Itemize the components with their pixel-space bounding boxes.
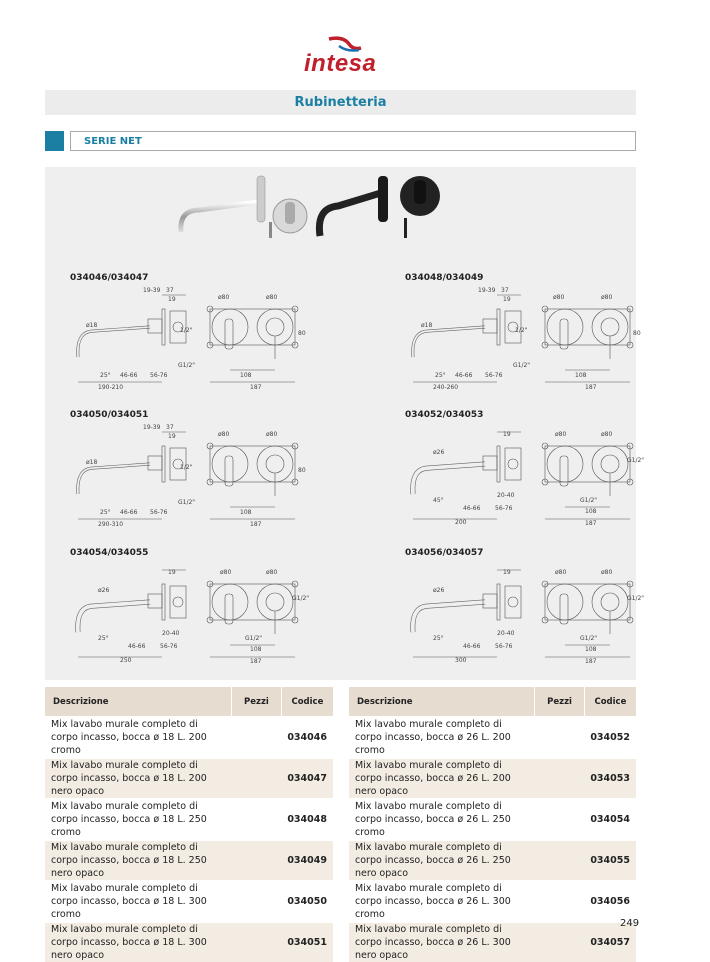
dimension-label-p1: ø80: [555, 431, 567, 438]
col-pezzi: Pezzi: [232, 687, 282, 717]
dimension-label-len: 290-310: [98, 521, 124, 528]
dimension-label-t3: 19: [168, 433, 176, 440]
row-description: Mix lavabo murale completo di corpo incasso, bocca ø 18 L. 200 nero opaco: [45, 758, 232, 799]
dimension-label-d2: 56-76: [150, 509, 168, 516]
dimension-label-g: G1/2": [178, 499, 196, 506]
dimension-label-e: 20-40: [162, 630, 180, 637]
dimension-label-conn: 1/2": [515, 327, 528, 334]
dimension-label-p1: ø80: [555, 569, 567, 576]
dimension-label-ang: 25°: [100, 509, 111, 516]
table-row: [45, 799, 333, 840]
row-description: Mix lavabo murale completo di corpo incasso, bocca ø 26 L. 300 cromo: [349, 881, 535, 922]
row-description: Mix lavabo murale completo di corpo incasso, bocca ø 18 L. 250 cromo: [45, 799, 232, 840]
page-number: 249: [620, 918, 640, 929]
table-row: [349, 799, 636, 840]
table-row: [45, 881, 333, 922]
table-row: [45, 922, 333, 962]
dimension-label-dia: ø18: [421, 322, 433, 329]
dimension-label-len: 250: [120, 657, 132, 664]
dimension-label-d2: 56-76: [495, 643, 513, 650]
technical-drawing: [70, 424, 310, 529]
dimension-label-g: G1/2": [513, 362, 531, 369]
dimension-label-w2: 187: [250, 384, 262, 391]
dimension-label-ang: 45°: [433, 497, 444, 504]
row-pezzi: [232, 922, 282, 962]
dimension-label-t3: 19: [168, 569, 176, 576]
row-description: Mix lavabo murale completo di corpo incasso, bocca ø 18 L. 300 nero opaco: [45, 922, 232, 962]
dimension-label-ang: 25°: [98, 635, 109, 642]
drawing-title: 034046/034047: [70, 273, 149, 283]
row-pezzi: [232, 799, 282, 840]
row-description: Mix lavabo murale completo di corpo incasso, bocca ø 26 L. 250 nero opaco: [349, 840, 535, 881]
table-row: [349, 717, 636, 758]
dimension-label-d1: 46-66: [120, 509, 138, 516]
dimension-label-p2: ø80: [266, 294, 278, 301]
dimension-label-w2: 187: [250, 658, 262, 665]
dimension-label-h: 80: [298, 467, 306, 474]
dimension-label-p2: ø80: [266, 431, 278, 438]
drawing-title: 034048/034049: [405, 273, 484, 283]
product-table-right: [349, 687, 636, 962]
technical-drawing: [70, 287, 310, 392]
dimension-label-t2: 37: [501, 287, 509, 294]
dimension-label-t3: 19: [503, 296, 511, 303]
dimension-label-len: 190-210: [98, 384, 124, 391]
table-row: [349, 840, 636, 881]
row-code: 034047: [281, 758, 333, 799]
col-descrizione: Descrizione: [349, 687, 535, 717]
dimension-label-t2: 37: [166, 424, 174, 431]
row-code: 034048: [281, 799, 333, 840]
series-title: SERIE NET: [70, 131, 636, 151]
dimension-label-w1: 108: [585, 646, 597, 653]
row-description: Mix lavabo murale completo di corpo incasso, bocca ø 26 L. 200 nero opaco: [349, 758, 535, 799]
dimension-label-t1: 19-39: [143, 287, 161, 294]
drawing-title: 034054/034055: [70, 548, 149, 558]
dimension-label-p1: ø80: [218, 294, 230, 301]
row-code: 034057: [584, 922, 636, 962]
dimension-label-d1: 46-66: [463, 505, 481, 512]
product-photo-black: [312, 170, 442, 240]
dimension-label-d2: 56-76: [495, 505, 513, 512]
row-description: Mix lavabo murale completo di corpo incasso, bocca ø 26 L. 250 cromo: [349, 799, 535, 840]
table-row: [349, 758, 636, 799]
dimension-label-p2: ø80: [601, 294, 613, 301]
dimension-label-ang: 25°: [100, 372, 111, 379]
dimension-label-t3: 19: [503, 569, 511, 576]
row-description: Mix lavabo murale completo di corpo incasso, bocca ø 18 L. 250 nero opaco: [45, 840, 232, 881]
technical-drawing: [405, 287, 645, 392]
dimension-label-g: G1/2": [178, 362, 196, 369]
dimension-label-p1: ø80: [220, 569, 232, 576]
row-description: Mix lavabo murale completo di corpo incasso, bocca ø 18 L. 300 cromo: [45, 881, 232, 922]
table-row: [45, 840, 333, 881]
row-code: 034051: [281, 922, 333, 962]
product-photo-chrome: [175, 172, 310, 240]
dimension-label-ang: 25°: [433, 635, 444, 642]
dimension-label-conn: G1/2": [627, 457, 645, 464]
dimension-label-ang: 25°: [435, 372, 446, 379]
dimension-label-w2: 187: [585, 384, 597, 391]
drawing-title: 034052/034053: [405, 410, 484, 420]
dimension-label-dia: ø26: [98, 587, 110, 594]
dimension-label-h: 80: [298, 330, 306, 337]
logo-text: intesa: [304, 50, 377, 77]
dimension-label-p1: ø80: [218, 431, 230, 438]
brand-logo: [300, 36, 390, 80]
dimension-label-conn: 1/2": [180, 327, 193, 334]
row-pezzi: [535, 840, 585, 881]
dimension-label-d2: 56-76: [160, 643, 178, 650]
row-code: 034050: [281, 881, 333, 922]
dimension-label-len: 200: [455, 519, 467, 526]
technical-drawing: [405, 562, 645, 667]
dimension-label-w1: 108: [575, 372, 587, 379]
dimension-label-w1: 108: [250, 646, 262, 653]
dimension-label-g: G1/2": [580, 635, 598, 642]
row-pezzi: [232, 717, 282, 758]
table-row: [45, 758, 333, 799]
table-row: [349, 881, 636, 922]
row-code: 034055: [584, 840, 636, 881]
dimension-label-t3: 19: [168, 296, 176, 303]
dimension-label-w2: 187: [585, 520, 597, 527]
series-marker: [45, 131, 64, 151]
dimension-label-w1: 108: [240, 372, 252, 379]
row-pezzi: [232, 881, 282, 922]
dimension-label-g: G1/2": [580, 497, 598, 504]
col-codice: Codice: [281, 687, 333, 717]
dimension-label-t1: 19-39: [478, 287, 496, 294]
row-description: Mix lavabo murale completo di corpo incasso, bocca ø 18 L. 200 cromo: [45, 717, 232, 758]
dimension-label-dia: ø26: [433, 449, 445, 456]
row-code: 034049: [281, 840, 333, 881]
dimension-label-conn: 1/2": [180, 464, 193, 471]
dimension-label-e: 20-40: [497, 630, 515, 637]
dimension-label-d1: 46-66: [463, 643, 481, 650]
drawing-title: 034056/034057: [405, 548, 484, 558]
dimension-label-t2: 37: [166, 287, 174, 294]
dimension-label-w2: 187: [250, 521, 262, 528]
col-pezzi: Pezzi: [535, 687, 585, 717]
row-code: 034046: [281, 717, 333, 758]
dimension-label-e: 20-40: [497, 492, 515, 499]
dimension-label-len: 240-260: [433, 384, 459, 391]
row-pezzi: [535, 799, 585, 840]
dimension-label-d1: 46-66: [128, 643, 146, 650]
drawing-title: 034050/034051: [70, 410, 149, 420]
row-pezzi: [232, 840, 282, 881]
dimension-label-conn: G1/2": [292, 595, 310, 602]
table-row: [45, 717, 333, 758]
dimension-label-p1: ø80: [553, 294, 565, 301]
dimension-label-p2: ø80: [266, 569, 278, 576]
dimension-label-w1: 108: [240, 509, 252, 516]
row-pezzi: [535, 922, 585, 962]
table-row: [349, 922, 636, 962]
dimension-label-d2: 56-76: [485, 372, 503, 379]
dimension-label-len: 300: [455, 657, 467, 664]
row-description: Mix lavabo murale completo di corpo incasso, bocca ø 26 L. 300 nero opaco: [349, 922, 535, 962]
row-pezzi: [535, 717, 585, 758]
dimension-label-dia: ø18: [86, 459, 98, 466]
row-description: Mix lavabo murale completo di corpo incasso, bocca ø 26 L. 200 cromo: [349, 717, 535, 758]
row-code: 034056: [584, 881, 636, 922]
dimension-label-w2: 187: [585, 658, 597, 665]
dimension-label-p2: ø80: [601, 569, 613, 576]
row-code: 034054: [584, 799, 636, 840]
row-pezzi: [232, 758, 282, 799]
dimension-label-g: G1/2": [245, 635, 263, 642]
col-codice: Codice: [584, 687, 636, 717]
dimension-label-t1: 19-39: [143, 424, 161, 431]
category-title: Rubinetteria: [45, 90, 636, 115]
dimension-label-h: 80: [633, 330, 641, 337]
row-code: 034052: [584, 717, 636, 758]
dimension-label-d1: 46-66: [120, 372, 138, 379]
technical-drawing: [70, 562, 310, 667]
dimension-label-t3: 19: [503, 431, 511, 438]
row-code: 034053: [584, 758, 636, 799]
row-pezzi: [535, 758, 585, 799]
dimension-label-d2: 56-76: [150, 372, 168, 379]
row-pezzi: [535, 881, 585, 922]
dimension-label-d1: 46-66: [455, 372, 473, 379]
dimension-label-dia: ø26: [433, 587, 445, 594]
dimension-label-w1: 108: [585, 508, 597, 515]
dimension-label-dia: ø18: [86, 322, 98, 329]
dimension-label-conn: G1/2": [627, 595, 645, 602]
product-table-left: [45, 687, 333, 962]
technical-drawing: [405, 424, 645, 529]
dimension-label-p2: ø80: [601, 431, 613, 438]
col-descrizione: Descrizione: [45, 687, 232, 717]
